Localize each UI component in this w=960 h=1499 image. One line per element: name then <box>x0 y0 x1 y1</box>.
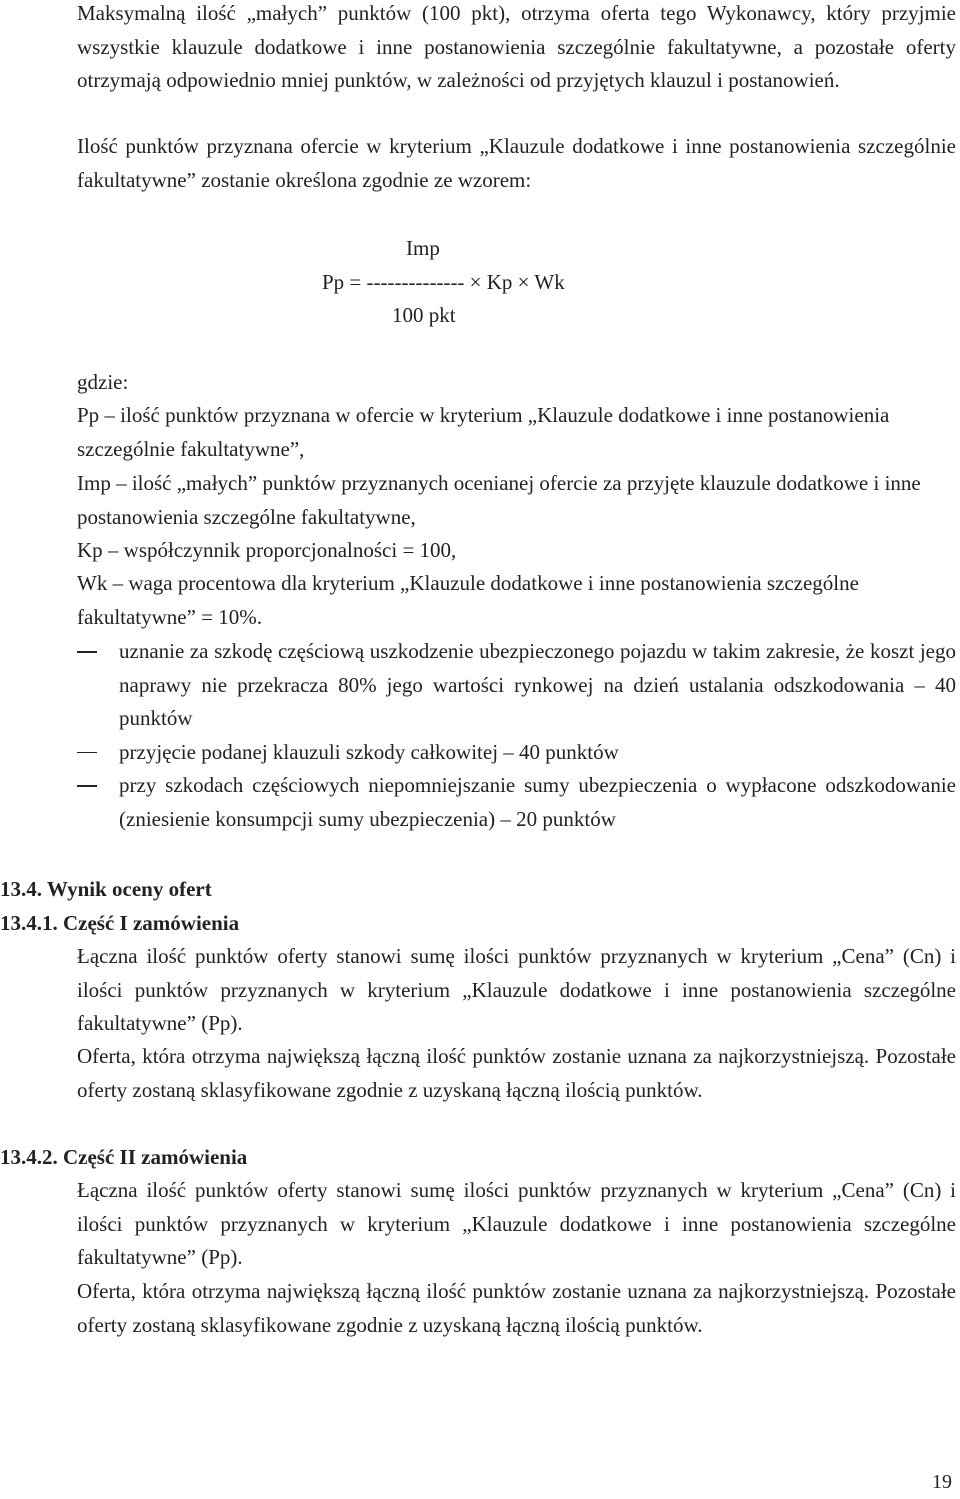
section-heading-13-4: 13.4. Wynik oceny ofert <box>0 877 212 901</box>
part2-paragraph-best-offer: Oferta, która otrzyma największą łączną ilość punktów zostanie uznana za najkorzystniejszą. Pozostałe oferty zostaną sklasyfikowane zgodnie z uzyskaną łączną ilością punktów. <box>77 1279 956 1337</box>
formula-denominator: 100 pkt <box>392 303 456 327</box>
intro-paragraph-formula-lead: Ilość punktów przyznana ofercie w kryterium „Klauzule dodatkowe i inne postanowienia szczególnie fakultatywne” zostanie określona zgodnie ze wzorem: <box>77 134 956 192</box>
list-item <box>77 736 956 770</box>
formula-numerator: Imp <box>406 236 440 260</box>
definition-wk: Wk – waga procentowa dla kryterium „Klauzule dodatkowe i inne postanowienia szczególne fakultatywne” = 10%. <box>77 571 859 629</box>
criteria-bullet-list <box>77 635 956 836</box>
bullet-text: uznanie za szkodę częściową uszkodzenie ubezpieczonego pojazdu w takim zakresie, że koszt jego naprawy nie przekracza 80% jego wartości rynkowej na dzień ustalania odszkodowania – 40 punktów <box>119 639 956 730</box>
section-heading-13-4-2: 13.4.2. Część II zamówienia <box>0 1145 248 1169</box>
page-number: 19 <box>932 1471 952 1493</box>
part2-paragraph-sum: Łączna ilość punktów oferty stanowi sumę ilości punktów przyznanych w kryterium „Cena” (Cn) i ilości punktów przyznanych w kryterium „Klauzule dodatkowe i inne postanowienia szczególne fakultatywne” (Pp). <box>77 1178 956 1269</box>
list-item <box>77 769 956 836</box>
definition-pp: Pp – ilość punktów przyznana w ofercie w kryterium „Klauzule dodatkowe i inne postanowienia szczególnie fakultatywne”, <box>77 403 890 461</box>
bullet-text: przyjęcie podanej klauzuli szkody całkowitej – 40 punktów <box>119 739 619 764</box>
formula-main-line: Pp = -------------- × Kp × Wk <box>322 269 565 294</box>
bullet-text: przy szkodach częściowych niepomniejszanie sumy ubezpieczenia o wypłacone odszkodowanie (zniesienie konsumpcji sumy ubezpieczenia) – 20 punktów <box>119 773 956 831</box>
intro-paragraph-max-points: Maksymalną ilość „małych” punktów (100 pkt), otrzyma oferta tego Wykonawcy, który przyjmie wszystkie klauzule dodatkowe i inne postanowienia szczególnie fakultatywne, a pozostałe oferty otrzymają odpowiednio mniej punktów, w zależności od przyjętych klauzul i postanowień. <box>77 1 956 92</box>
definition-imp: Imp – ilość „małych” punktów przyznanych ocenianej ofercie za przyjęte klauzule dodatkowe i inne postanowienia szczególne fakultatywne, <box>77 471 921 529</box>
dash-bullet-icon <box>77 785 97 787</box>
dash-bullet-icon <box>77 651 97 653</box>
part1-paragraph-sum: Łączna ilość punktów oferty stanowi sumę ilości punktów przyznanych w kryterium „Cena” (Cn) i ilości punktów przyznanych w kryterium „Klauzule dodatkowe i inne postanowienia szczególne fakultatywne” (Pp). <box>77 944 956 1035</box>
dash-bullet-icon <box>77 752 97 754</box>
points-formula <box>322 232 642 333</box>
part1-paragraph-best-offer: Oferta, która otrzyma największą łączną ilość punktów zostanie uznana za najkorzystniejszą. Pozostałe oferty zostaną sklasyfikowane zgodnie z uzyskaną łączną ilością punktów. <box>77 1044 956 1102</box>
definitions-where-label: gdzie: <box>77 370 129 394</box>
definition-kp: Kp – współczynnik proporcjonalności = 100, <box>77 538 457 562</box>
list-item <box>77 635 956 736</box>
section-heading-13-4-1: 13.4.1. Część I zamówienia <box>0 911 240 935</box>
